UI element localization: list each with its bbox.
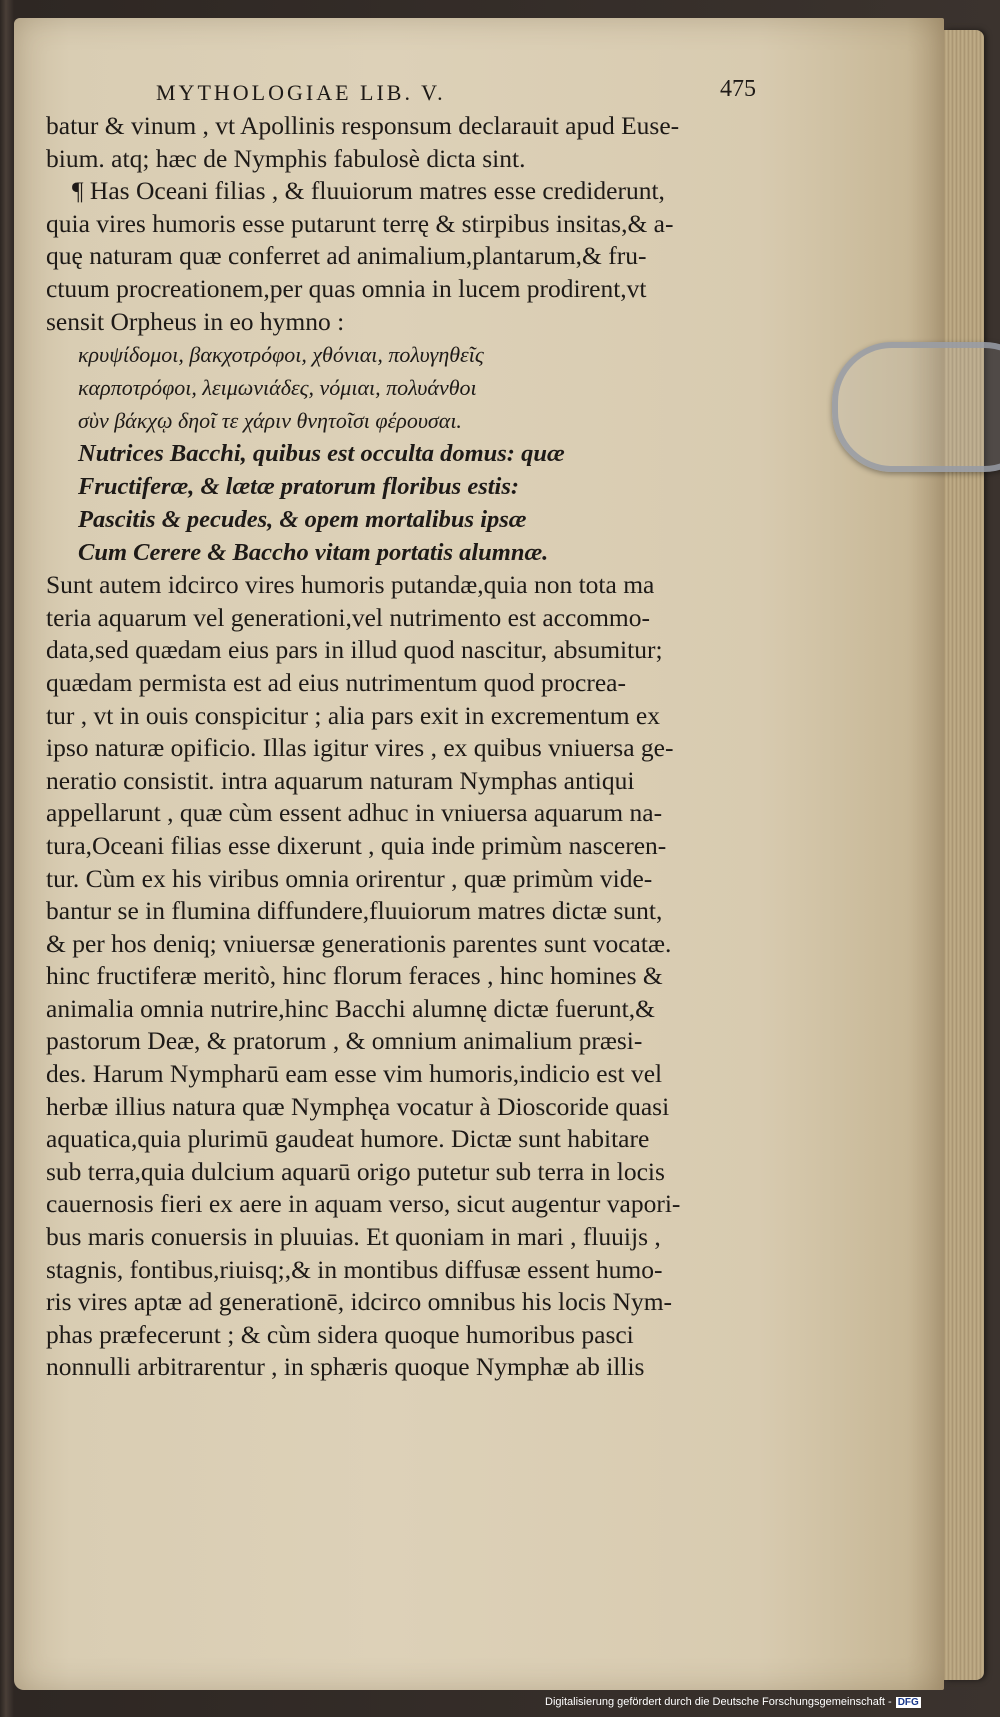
text-line: κρυψίδομοι, βακχοτρόφοι, χθόνιαι, πολυγηθεῖς: [78, 342, 484, 368]
text-line: hinc fructiferæ meritò, hinc florum feraces , hinc homines &: [46, 961, 663, 991]
text-line: bantur se in flumina diffundere,fluuiorum matres dictæ sunt,: [46, 896, 663, 926]
text-line: bium. atq; hæc de Nymphis fabulosè dicta sint.: [46, 143, 526, 173]
text-line: tur. Cùm ex his viribus omnia orirentur , quæ primùm vide-: [46, 863, 653, 893]
text-line: ipso naturæ opificio. Illas igitur vires , ex quibus vniuersa ge-: [46, 733, 674, 763]
digitization-credit: [545, 1696, 921, 1708]
text-line: ctuum procreationem,per quas omnia in lucem prodirent,vt: [46, 273, 647, 303]
text-line: bus maris conuersis in pluuias. Et quoniam in mari , fluuijs ,: [46, 1222, 661, 1252]
text-line: & per hos deniq; vniuersæ generationis parentes sunt vocatæ.: [46, 928, 672, 958]
text-line: sensit Orpheus in eo hymno :: [46, 306, 345, 336]
text-line: aquatica,quia plurimū gaudeat humore. Dictæ sunt habitare: [46, 1124, 650, 1154]
dfg-logo: DFG: [897, 1697, 919, 1708]
text-line: sub terra,quia dulcium aquarū origo putetur sub terra in locis: [46, 1156, 665, 1186]
running-title: MYTHOLOGIAE LIB. V.: [156, 80, 446, 105]
text-line: ¶ Has Oceani filias , & fluuiorum matres esse crediderunt,: [72, 176, 665, 206]
text-line: tur , vt in ouis conspicitur ; alia pars exit in excrementum ex: [46, 700, 660, 730]
text-line: quę naturam quæ conferret ad animalium,plantarum,& fru-: [46, 241, 647, 271]
credit-text: Digitalisierung gefördert durch die Deutsche Forschungsgemeinschaft -: [545, 1696, 892, 1708]
text-line: tura,Oceani filias esse dixerunt , quia inde primùm nasceren-: [46, 830, 667, 860]
text-line: phas præfecerunt ; & cùm sidera quoque humoribus pasci: [46, 1319, 634, 1349]
text-line: data,sed quædam eius pars in illud quod nascitur, absumitur;: [46, 635, 663, 665]
text-line: batur & vinum , vt Apollinis responsum declarauit apud Euse-: [46, 111, 680, 140]
text-line: καρποτρόφοι, λειμωνιάδες, νόμιαι, πολυάνθοι: [78, 375, 477, 401]
text-line: appellarunt , quæ cùm essent adhuc in vniuersa aquarum na-: [46, 798, 663, 828]
text-line: herbæ illius natura quæ Nymphęa vocatur à Dioscoride quasi: [46, 1091, 670, 1121]
text-line: neratio consistit. intra aquarum naturam Nymphas antiqui: [46, 765, 635, 795]
text-line: quædam permista est ad eius nutrimentum quod procrea-: [46, 667, 626, 697]
text-line: Pascitis & pecudes, & opem mortalibus ipsæ: [78, 506, 527, 534]
text-line: teria aquarum vel generationi,vel nutrimento est accommo-: [46, 602, 650, 632]
page-text: [46, 76, 756, 1384]
text-line: Sunt autem idcirco vires humoris putandæ,quia non tota ma: [46, 570, 655, 600]
text-line: des. Harum Nympharū eam esse vim humoris,indicio est vel: [46, 1059, 663, 1089]
page-clip: [832, 342, 1000, 472]
text-line: Nutrices Bacchi, quibus est occulta domus: quæ: [78, 440, 565, 468]
text-line: cauernosis fieri ex aere in aquam verso, sicut augentur vapori-: [46, 1189, 681, 1219]
page-number: 475: [720, 76, 756, 102]
text-line: σὺν βάκχῳ δηοῖ τε χάριν θνητοῖσι φέρουσαι.: [78, 408, 462, 434]
text-line: stagnis, fontibus,riuisq;,& in montibus diffusæ essent humo-: [46, 1254, 663, 1284]
text-line: ris vires aptæ ad generationē, idcirco omnibus his locis Nym-: [46, 1287, 673, 1317]
text-line: quia vires humoris esse putarunt terrę & stirpibus insitas,& a-: [46, 208, 674, 238]
text-line: pastorum Deæ, & pratorum , & omnium animalium præsi-: [46, 1026, 643, 1056]
body-text: [46, 110, 746, 1384]
page-edges: [944, 30, 984, 1680]
text-line: nonnulli arbitrarentur , in sphæris quoque Nymphæ ab illis: [46, 1352, 645, 1382]
running-header: [46, 76, 756, 110]
text-line: Fructiferæ, & lætæ pratorum floribus estis:: [78, 473, 520, 501]
text-line: animalia omnia nutrire,hinc Bacchi alumnę dictæ fuerunt,&: [46, 993, 655, 1023]
text-line: Cum Cerere & Baccho vitam portatis alumnæ.: [78, 539, 549, 567]
